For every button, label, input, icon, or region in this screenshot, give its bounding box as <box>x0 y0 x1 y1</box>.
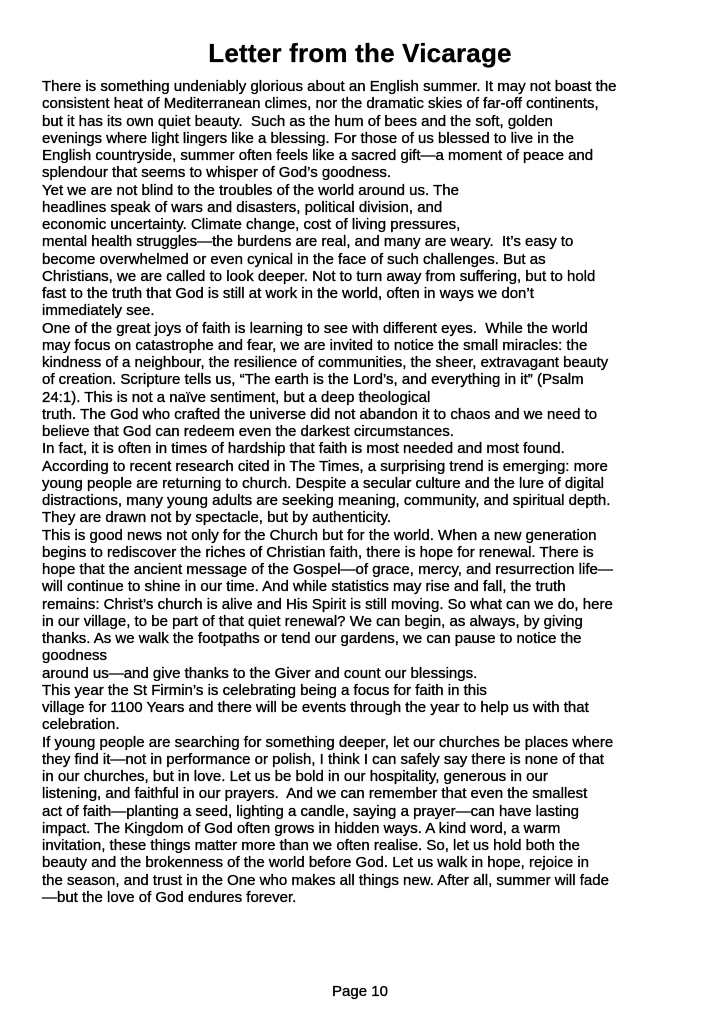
body-line: act of faith—planting a seed, lighting a candle, saying a prayer—can have lasting <box>42 802 579 820</box>
body-line: They are drawn not by spectacle, but by authenticity. <box>42 509 392 527</box>
body-line: If young people are searching for something deeper, let our churches be places where <box>42 733 614 751</box>
body-line: will continue to shine in our time. And while statistics may rise and fall, the truth <box>42 578 566 596</box>
body-line: thanks. As we walk the footpaths or tend our gardens, we can pause to notice the <box>42 630 582 647</box>
body-line: village for 1100 Years and there will be events through the year to help us with that <box>42 699 589 716</box>
body-line: According to recent research cited in The Times, a surprising trend is emerging: more <box>42 457 608 475</box>
body-line: immediately see. <box>42 302 155 320</box>
body-line: in our churches, but in love. Let us be bold in our hospitality, generous in our <box>42 768 548 785</box>
letter-body <box>42 78 682 906</box>
body-line: young people are returning to church. Despite a secular culture and the lure of digital <box>42 474 605 492</box>
body-line: evenings where light lingers like a blessing. For those of us blessed to live in the <box>42 129 574 147</box>
body-line: truth. The God who crafted the universe did not abandon it to chaos and we need to <box>42 405 598 423</box>
body-line: of creation. Scripture tells us, “The earth is the Lord’s, and everything in it” (Psalm <box>42 371 584 389</box>
body-line: invitation, these things matter more than we often realise. So, let us hold both the <box>42 837 580 854</box>
body-line: One of the great joys of faith is learning to see with different eyes. While the world <box>42 319 588 337</box>
body-line: splendour that seems to whisper of God’s goodness. <box>42 164 392 182</box>
body-line: hope that the ancient message of the Gospel—of grace, mercy, and resurrection life— <box>42 561 613 578</box>
body-line: kindness of a neighbour, the resilience of communities, the sheer, extravagant beauty <box>42 354 609 371</box>
body-line: impact. The Kingdom of God often grows in hidden ways. A kind word, a warm <box>42 819 561 837</box>
body-line: goodness <box>42 647 108 665</box>
body-line: listening, and faithful in our prayers. And we can remember that even the smallest <box>42 785 588 803</box>
body-line: beauty and the brokenness of the world before God. Let us walk in hope, rejoice in <box>42 854 590 872</box>
body-line: fast to the truth that God is still at work in the world, often in ways we don’t <box>42 285 534 302</box>
body-line: This is good news not only for the Church but for the world. When a new generation <box>42 526 597 544</box>
body-line: There is something undeniably glorious about an English summer. It may not boast the <box>42 78 617 95</box>
body-line: remains: Christ’s church is alive and His Spirit is still moving. So what can we do, here <box>42 595 613 613</box>
body-line: may focus on catastrophe and fear, we are invited to notice the small miracles: the <box>42 336 588 354</box>
body-line: This year the St Firmin’s is celebrating being a focus for faith in this <box>42 681 487 699</box>
body-line: celebration. <box>42 716 120 734</box>
body-line: mental health struggles—the burdens are real, and many are weary. It’s easy to <box>42 233 574 251</box>
body-line: believe that God can redeem even the darkest circumstances. <box>42 423 454 440</box>
body-line: 24:1). This is not a naïve sentiment, but a deep theological <box>42 388 431 406</box>
body-line: economic uncertainty. Climate change, cost of living pressures, <box>42 216 461 233</box>
body-line: Yet we are not blind to the troubles of the world around us. The <box>42 181 459 199</box>
body-line: but it has its own quiet beauty. Such as the hum of bees and the soft, golden <box>42 112 553 130</box>
body-line: Christians, we are called to look deeper. Not to turn away from suffering, but to hold <box>42 267 596 285</box>
body-line: they find it—not in performance or polish, I think I can safely say there is none of that <box>42 750 604 768</box>
body-line: In fact, it is often in times of hardship that faith is most needed and most found. <box>42 440 565 458</box>
body-line: become overwhelmed or even cynical in the face of such challenges. But as <box>42 250 546 268</box>
body-line: around us—and give thanks to the Giver and count our blessings. <box>42 664 478 682</box>
body-line: —but the love of God endures forever. <box>42 888 297 906</box>
body-line: the season, and trust in the One who makes all things new. After all, summer will fade <box>42 871 609 889</box>
page-title: Letter from the Vicarage <box>208 38 512 68</box>
page-number: Page 10 <box>332 983 388 1000</box>
body-line: distractions, many young adults are seeking meaning, community, and spiritual depth. <box>42 492 611 509</box>
body-line: English countryside, summer often feels like a sacred gift—a moment of peace and <box>42 147 594 164</box>
body-line: consistent heat of Mediterranean climes, nor the dramatic skies of far-off continents, <box>42 95 599 113</box>
body-line: in our village, to be part of that quiet renewal? We can begin, as always, by giving <box>42 612 583 630</box>
body-line: headlines speak of wars and disasters, political division, and <box>42 198 443 216</box>
body-line: begins to rediscover the riches of Christian faith, there is hope for renewal. There is <box>42 543 594 561</box>
